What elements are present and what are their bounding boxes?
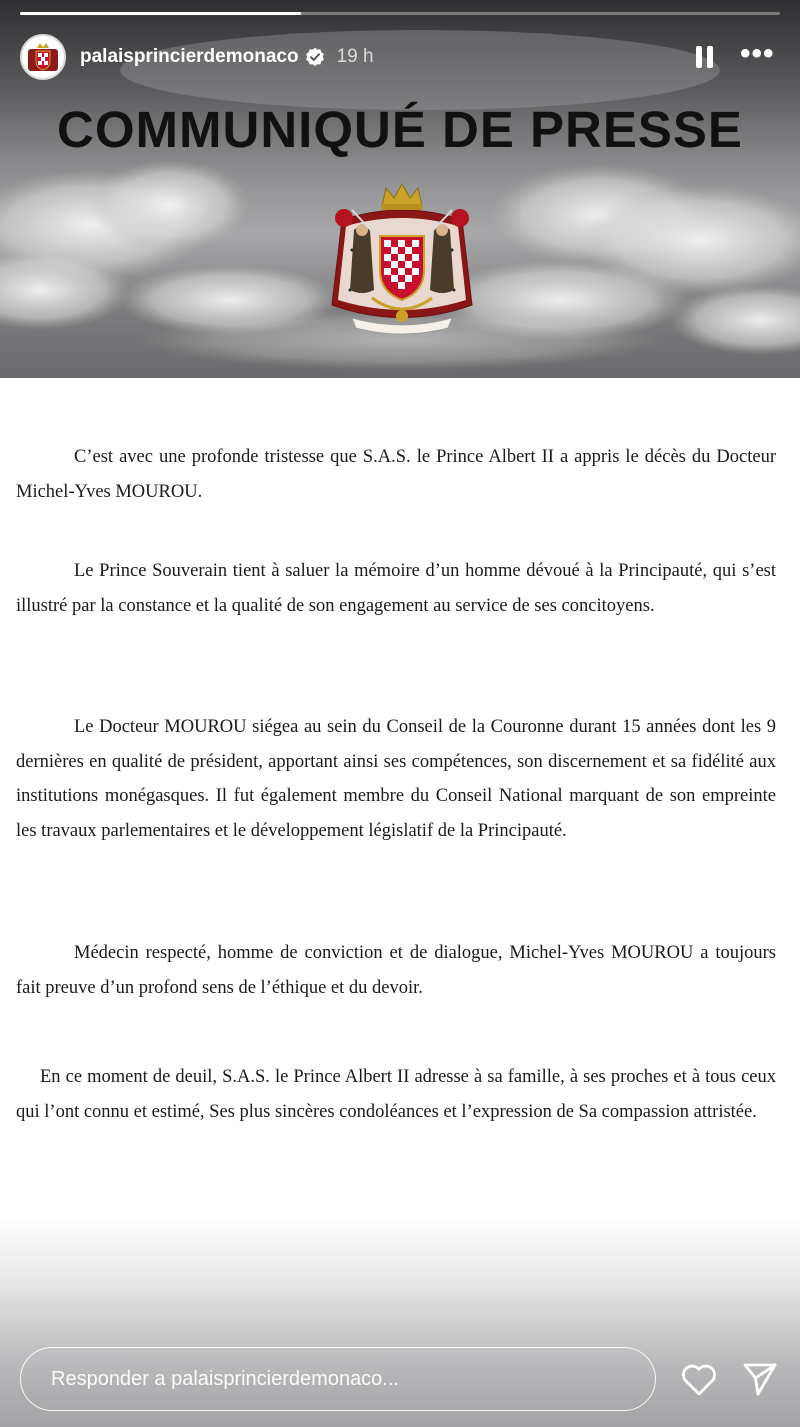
verified-badge-icon <box>305 47 325 67</box>
reply-input[interactable] <box>20 1347 656 1411</box>
paragraph-2: Le Prince Souverain tient à saluer la mémoire d’un homme dévoué à la Principauté, qui s’est illustré par la constance et la qualité de son engagement au service de ses concitoyens. <box>16 561 776 616</box>
avatar[interactable] <box>20 34 66 80</box>
more-options-button[interactable]: ••• <box>740 37 775 70</box>
story-progress-bar <box>20 12 780 15</box>
like-button[interactable] <box>680 1361 718 1397</box>
send-button[interactable] <box>742 1361 778 1397</box>
username[interactable]: palaisprincierdemonaco <box>80 46 299 67</box>
story-progress-fill <box>20 12 301 15</box>
page-title: COMMUNIQUÉ DE PRESSE <box>57 101 743 158</box>
story-header <box>20 34 374 80</box>
send-icon <box>745 1365 775 1394</box>
paragraph-5: En ce moment de deuil, S.A.S. le Prince Albert II adresse à sa famille, à ses proches et à tous ceux qui l’ont connu et estimé, Ses plus sincères condoléances et l’expression de Sa compassion attristée. <box>16 1067 776 1122</box>
press-banner <box>0 0 800 378</box>
monaco-coat-of-arms-icon <box>322 180 482 338</box>
pause-button[interactable] <box>694 44 716 70</box>
story-timestamp: 19 h <box>336 46 374 67</box>
paragraph-4: Médecin respecté, homme de conviction et de dialogue, Michel-Yves MOUROU a toujours fait preuve d’un profond sens de l’éthique et du devoir. <box>16 943 776 998</box>
paragraph-3: Le Docteur MOUROU siégea au sein du Conseil de la Couronne durant 15 années dont les 9 dernières en qualité de président, apportant ainsi ses compétences, son discernement et sa fidélité aux institutions monégasques. Il fut également membre du Conseil National marquant de son empreinte les travaux parlementaires et le développement législatif de la Principauté. <box>16 717 776 841</box>
pause-icon <box>696 46 702 68</box>
paragraph-1: C’est avec une profonde tristesse que S.A.S. le Prince Albert II a appris le décès du Docteur Michel-Yves MOUROU. <box>16 447 776 502</box>
heart-icon <box>683 1366 714 1394</box>
coat-of-arms-icon <box>25 39 61 75</box>
